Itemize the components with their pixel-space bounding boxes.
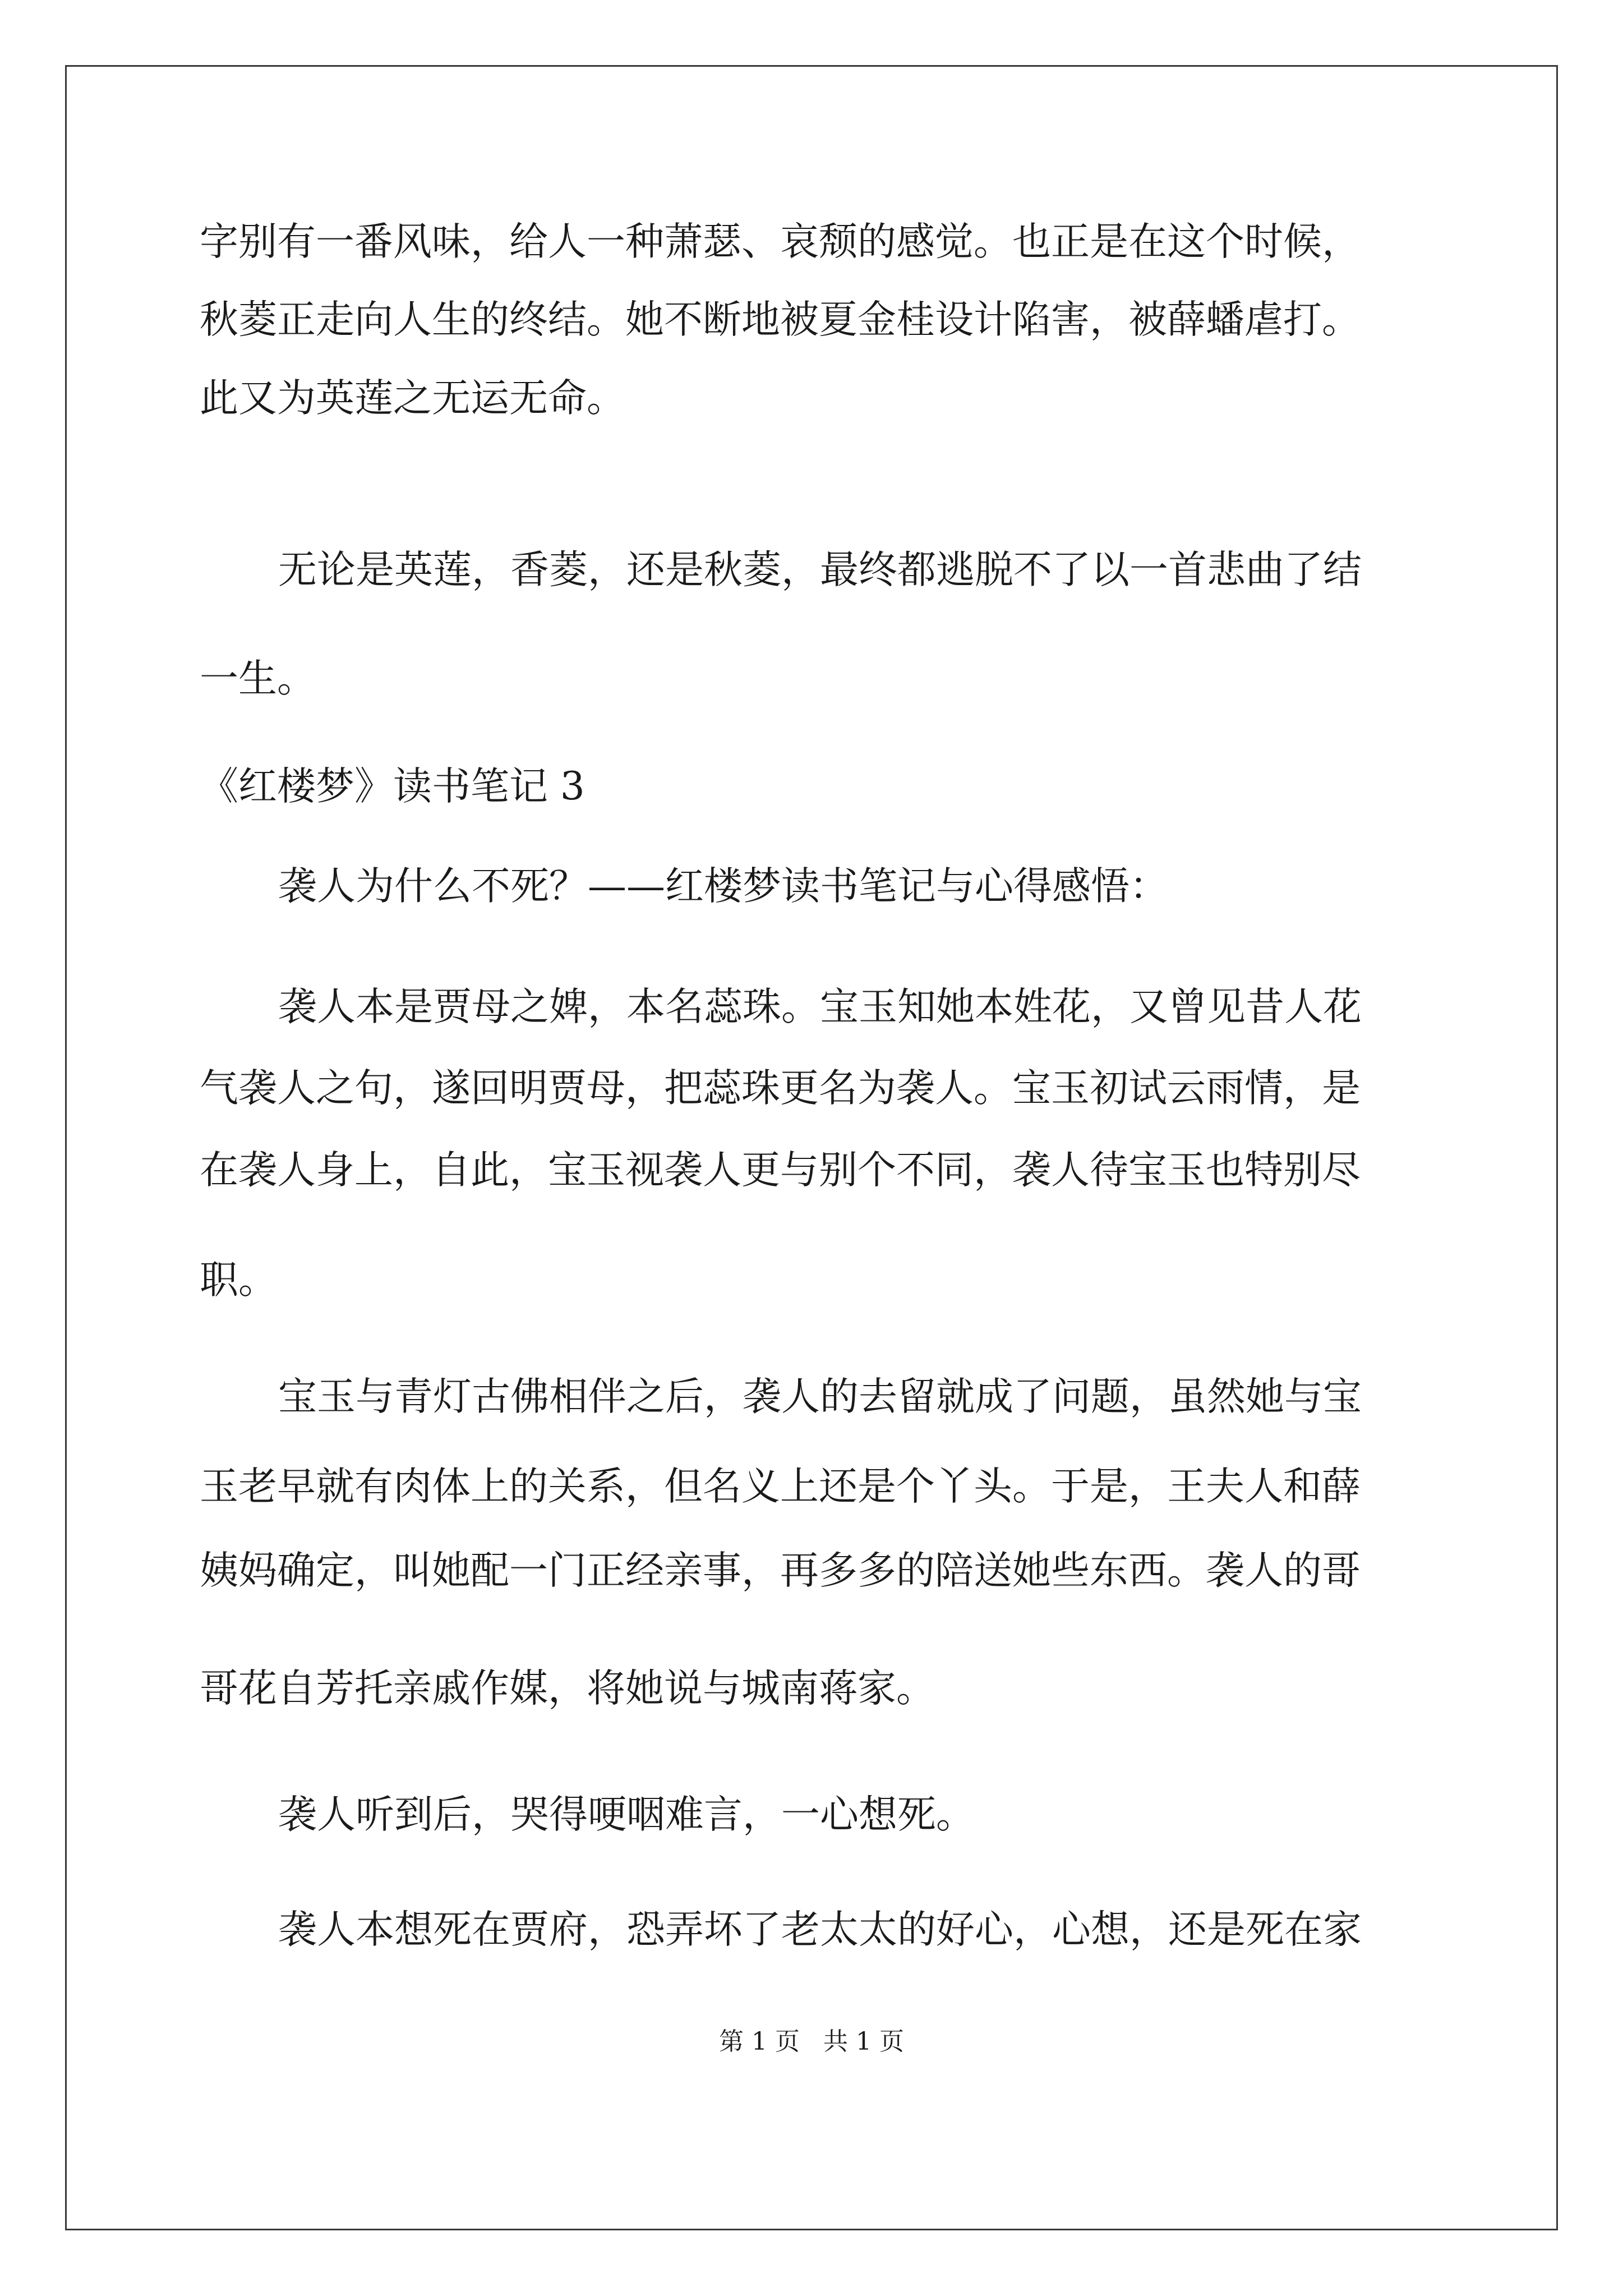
body-text-line: 字别有一番风味，给人一种萧瑟、哀颓的感觉。也正是在这个时候， <box>200 219 1361 264</box>
body-text-line: 在袭人身上，自此，宝玉视袭人更与别个不同，袭人待宝玉也特别尽 <box>200 1148 1361 1193</box>
body-text-line: 职。 <box>200 1258 277 1303</box>
paragraph-start-line: 袭人本是贾母之婢，本名蕊珠。宝玉知她本姓花，又曾见昔人花 <box>278 984 1362 1029</box>
body-text-line: 玉老早就有肉体上的关系，但名义上还是个丫头。于是，王夫人和薛 <box>200 1464 1361 1509</box>
paragraph-start-line: 无论是英莲，香菱，还是秋菱，最终都逃脱不了以一首悲曲了结 <box>278 547 1362 592</box>
body-text-line: 气袭人之句，遂回明贾母，把蕊珠更名为袭人。宝玉初试云雨情，是 <box>200 1066 1361 1111</box>
body-text-line: 秋菱正走向人生的终结。她不断地被夏金桂设计陷害，被薛蟠虐打。 <box>200 297 1361 342</box>
paragraph-start-line: 袭人为什么不死？——红楼梦读书笔记与心得感悟： <box>278 864 1168 909</box>
paragraph-start-line: 袭人听到后，哭得哽咽难言，一心想死。 <box>278 1792 975 1837</box>
body-text-line: 姨妈确定，叫她配一门正经亲事，再多多的陪送她些东西。袭人的哥 <box>200 1548 1361 1593</box>
page-number-footer: 第 1 页 共 1 页 <box>719 2027 904 2056</box>
paragraph-start-line: 宝玉与青灯古佛相伴之后，袭人的去留就成了问题，虽然她与宝 <box>278 1374 1362 1419</box>
body-text-line: 哥花自芳托亲戚作媒，将她说与城南蒋家。 <box>200 1666 935 1711</box>
section-heading: 《红楼梦》读书笔记 3 <box>200 764 585 809</box>
body-text-line: 一生。 <box>200 656 316 701</box>
paragraph-start-line: 袭人本想死在贾府，恐弄坏了老太太的好心，心想，还是死在家 <box>278 1907 1362 1952</box>
body-text-line: 此又为英莲之无运无命。 <box>200 376 625 421</box>
